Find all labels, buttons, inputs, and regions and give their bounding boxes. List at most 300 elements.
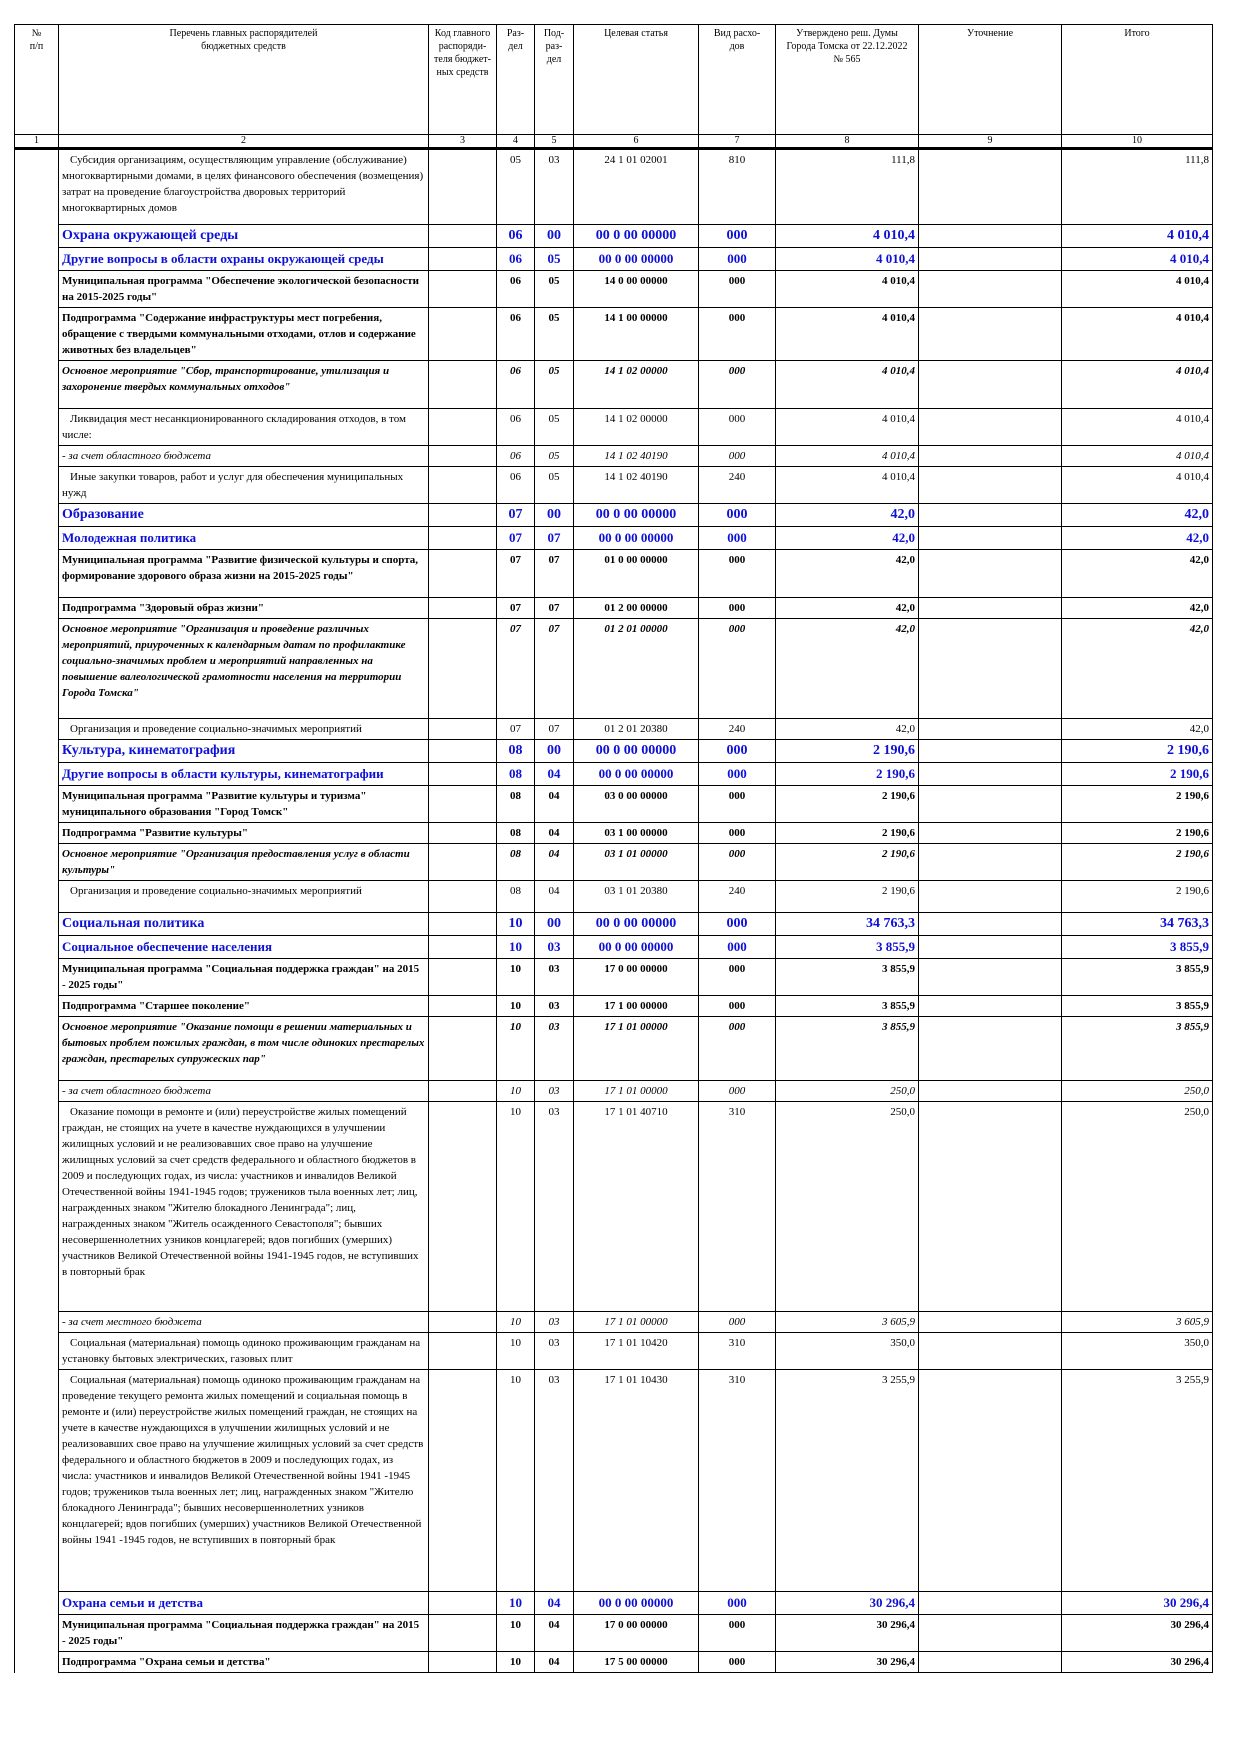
row-total-cell: 4 010,4 [1062,361,1213,409]
row-approved-cell: 350,0 [776,1333,919,1370]
row-podrazdel-cell: 03 [535,1333,574,1370]
row-expense-type-cell: 000 [699,619,776,719]
row-expense-type-cell: 000 [699,1312,776,1333]
row-target-article-cell: 00 0 00 00000 [574,248,699,271]
row-total-cell: 3 855,9 [1062,936,1213,959]
row-target-article-cell: 03 1 01 20380 [574,881,699,913]
row-expense-type-cell: 000 [699,409,776,446]
row-total-cell: 30 296,4 [1062,1615,1213,1652]
row-razdel-cell: 05 [497,149,535,225]
row-podrazdel-cell: 03 [535,1370,574,1592]
column-number-row [15,135,1213,149]
row-razdel-cell: 06 [497,225,535,248]
row-expense-type-cell: 310 [699,1370,776,1592]
row-number-cell [15,248,59,271]
row-change-cell [919,1102,1062,1312]
row-approved-cell: 3 855,9 [776,996,919,1017]
row-razdel-cell: 06 [497,467,535,504]
row-razdel-cell: 06 [497,271,535,308]
row-name-cell: Социальная (материальная) помощь одиноко проживающим гражданам на проведение текущего ремонта жилых помещений и социальная помощь в ремонте и (или) переустройстве жилых помещений граждан, не стоящих на учете в качестве нуждающихся в улучшении жилищных условий и не реализовавших свое право на улучшение жилищных условий за счет средств федерального и областного бюджетов в 2009 и последующих годах, из числа: участников и инвалидов Великой Отечественной войны 1941 -1945 годов; тружеников тыла военных лет; лиц, награжденных знаком "Жителю блокадного Ленинграда"; бывших несовершеннолетних узников концлагерей; вдов погибших (умерших) участников Великой Отечественной войны 1941 -1945 годов, не вступивших в повторный брак [59,1370,429,1592]
table-row [15,1017,1213,1081]
row-kod-cell [429,740,497,763]
table-row [15,1081,1213,1102]
row-number-cell [15,504,59,527]
row-kod-cell [429,936,497,959]
row-razdel-cell: 10 [497,936,535,959]
row-razdel-cell: 10 [497,1615,535,1652]
row-total-cell: 2 190,6 [1062,881,1213,913]
row-number-cell [15,1592,59,1615]
table-row [15,844,1213,881]
row-number-cell [15,1615,59,1652]
row-target-article-cell: 14 1 02 40190 [574,446,699,467]
row-approved-cell: 3 855,9 [776,1017,919,1081]
header-target-article: Целевая статья [574,25,699,135]
row-total-cell: 250,0 [1062,1081,1213,1102]
row-target-article-cell: 14 0 00 00000 [574,271,699,308]
row-name-cell: Подпрограмма "Старшее поколение" [59,996,429,1017]
row-name-cell: Социальное обеспечение населения [59,936,429,959]
row-podrazdel-cell: 03 [535,1081,574,1102]
table-row [15,786,1213,823]
row-total-cell: 42,0 [1062,619,1213,719]
row-number-cell [15,763,59,786]
row-expense-type-cell: 000 [699,1592,776,1615]
row-target-article-cell: 01 2 01 00000 [574,619,699,719]
row-expense-type-cell: 000 [699,1017,776,1081]
row-razdel-cell: 10 [497,1592,535,1615]
column-number: 9 [919,135,1062,149]
row-razdel-cell: 08 [497,823,535,844]
row-change-cell [919,619,1062,719]
row-name-cell: Субсидия организациям, осуществляющим управление (обслуживание) многоквартирными домами, в целях финансового обеспечения (возмещения) затрат на проведение благоустройства дворовых территорий многоквартирных домов [59,149,429,225]
row-total-cell: 30 296,4 [1062,1592,1213,1615]
row-approved-cell: 34 763,3 [776,913,919,936]
row-target-article-cell: 17 0 00 00000 [574,959,699,996]
row-number-cell [15,308,59,361]
row-approved-cell: 4 010,4 [776,248,919,271]
row-razdel-cell: 06 [497,248,535,271]
row-total-cell: 42,0 [1062,550,1213,598]
row-approved-cell: 42,0 [776,719,919,740]
table-row [15,225,1213,248]
row-change-cell [919,550,1062,598]
table-row [15,598,1213,619]
row-total-cell: 3 605,9 [1062,1312,1213,1333]
row-name-cell: Охрана семьи и детства [59,1592,429,1615]
header-podrazdel: Под- раз- дел [535,25,574,135]
header-razdel: Раз- дел [497,25,535,135]
row-approved-cell: 250,0 [776,1081,919,1102]
column-number: 4 [497,135,535,149]
row-kod-cell [429,619,497,719]
row-number-cell [15,1370,59,1592]
row-podrazdel-cell: 04 [535,1592,574,1615]
row-approved-cell: 42,0 [776,598,919,619]
row-total-cell: 42,0 [1062,527,1213,550]
row-change-cell [919,1615,1062,1652]
row-approved-cell: 2 190,6 [776,823,919,844]
table-row [15,504,1213,527]
row-total-cell: 4 010,4 [1062,271,1213,308]
row-number-cell [15,1312,59,1333]
row-number-cell [15,467,59,504]
row-change-cell [919,361,1062,409]
row-expense-type-cell: 000 [699,308,776,361]
table-row [15,361,1213,409]
row-approved-cell: 3 255,9 [776,1370,919,1592]
row-razdel-cell: 10 [497,996,535,1017]
row-change-cell [919,1370,1062,1592]
row-podrazdel-cell: 04 [535,823,574,844]
table-row [15,823,1213,844]
row-change-cell [919,786,1062,823]
row-target-article-cell: 00 0 00 00000 [574,527,699,550]
row-razdel-cell: 10 [497,1370,535,1592]
row-razdel-cell: 07 [497,598,535,619]
row-podrazdel-cell: 03 [535,959,574,996]
row-kod-cell [429,1615,497,1652]
row-target-article-cell: 00 0 00 00000 [574,740,699,763]
row-number-cell [15,996,59,1017]
row-expense-type-cell: 000 [699,225,776,248]
row-name-cell: Организация и проведение социально-значимых мероприятий [59,719,429,740]
row-number-cell [15,409,59,446]
row-change-cell [919,446,1062,467]
row-approved-cell: 4 010,4 [776,409,919,446]
row-name-cell: Основное мероприятие "Оказание помощи в решении материальных и бытовых проблем пожилых граждан, в том числе одиноких престарелых граждан, престарелых супружеских пар" [59,1017,429,1081]
table-row [15,149,1213,225]
table-row [15,467,1213,504]
row-podrazdel-cell: 04 [535,1652,574,1673]
row-name-cell: Муниципальная программа "Развитие культуры и туризма" муниципального образования "Город Томск" [59,786,429,823]
row-number-cell [15,149,59,225]
row-number-cell [15,1333,59,1370]
row-target-article-cell: 17 1 01 00000 [574,1312,699,1333]
row-razdel-cell: 06 [497,409,535,446]
row-number-cell [15,619,59,719]
row-change-cell [919,740,1062,763]
row-kod-cell [429,763,497,786]
row-total-cell: 4 010,4 [1062,467,1213,504]
column-number: 2 [59,135,429,149]
row-total-cell: 4 010,4 [1062,308,1213,361]
row-kod-cell [429,409,497,446]
row-number-cell [15,881,59,913]
row-target-article-cell: 17 1 00 00000 [574,996,699,1017]
row-podrazdel-cell: 03 [535,149,574,225]
row-approved-cell: 30 296,4 [776,1592,919,1615]
row-podrazdel-cell: 05 [535,271,574,308]
header-approved: Утверждено реш. Думы Города Томска от 22.12.2022 № 565 [776,25,919,135]
row-target-article-cell: 14 1 00 00000 [574,308,699,361]
row-total-cell: 4 010,4 [1062,248,1213,271]
row-total-cell: 34 763,3 [1062,913,1213,936]
row-razdel-cell: 07 [497,527,535,550]
row-kod-cell [429,1017,497,1081]
row-name-cell: Основное мероприятие "Организация предоставления услуг в области культуры" [59,844,429,881]
row-name-cell: Муниципальная программа "Социальная поддержка граждан" на 2015 - 2025 годы" [59,1615,429,1652]
row-podrazdel-cell: 04 [535,763,574,786]
row-target-article-cell: 17 1 01 10420 [574,1333,699,1370]
table-body [15,149,1213,1673]
column-number: 3 [429,135,497,149]
row-expense-type-cell: 240 [699,881,776,913]
row-change-cell [919,823,1062,844]
row-name-cell: Основное мероприятие "Сбор, транспортирование, утилизация и захоронение твердых коммунальных отходов" [59,361,429,409]
row-target-article-cell: 00 0 00 00000 [574,1592,699,1615]
row-kod-cell [429,361,497,409]
column-number: 7 [699,135,776,149]
table-row [15,881,1213,913]
table-row [15,1652,1213,1673]
row-total-cell: 42,0 [1062,504,1213,527]
table-row [15,740,1213,763]
row-name-cell: Подпрограмма "Развитие культуры" [59,823,429,844]
row-razdel-cell: 10 [497,1652,535,1673]
row-total-cell: 2 190,6 [1062,823,1213,844]
row-target-article-cell: 17 5 00 00000 [574,1652,699,1673]
row-change-cell [919,308,1062,361]
table-row [15,959,1213,996]
row-change-cell [919,1592,1062,1615]
row-podrazdel-cell: 00 [535,913,574,936]
row-total-cell: 4 010,4 [1062,446,1213,467]
row-approved-cell: 4 010,4 [776,225,919,248]
row-change-cell [919,225,1062,248]
row-podrazdel-cell: 07 [535,619,574,719]
row-podrazdel-cell: 03 [535,1017,574,1081]
row-target-article-cell: 01 2 00 00000 [574,598,699,619]
row-target-article-cell: 14 1 02 00000 [574,409,699,446]
table-row [15,913,1213,936]
row-number-cell [15,1017,59,1081]
row-podrazdel-cell: 00 [535,225,574,248]
row-podrazdel-cell: 05 [535,467,574,504]
header-change: Уточнение [919,25,1062,135]
table-row [15,550,1213,598]
row-expense-type-cell: 000 [699,248,776,271]
row-target-article-cell: 17 0 00 00000 [574,1615,699,1652]
row-number-cell [15,446,59,467]
row-razdel-cell: 07 [497,719,535,740]
row-number-cell [15,527,59,550]
row-total-cell: 3 855,9 [1062,996,1213,1017]
row-approved-cell: 30 296,4 [776,1615,919,1652]
row-change-cell [919,1652,1062,1673]
row-kod-cell [429,598,497,619]
table-row [15,1102,1213,1312]
row-expense-type-cell: 000 [699,913,776,936]
row-change-cell [919,719,1062,740]
row-approved-cell: 42,0 [776,550,919,598]
row-expense-type-cell: 310 [699,1102,776,1312]
row-name-cell: - за счет областного бюджета [59,1081,429,1102]
row-kod-cell [429,786,497,823]
row-approved-cell: 42,0 [776,619,919,719]
row-kod-cell [429,719,497,740]
row-change-cell [919,504,1062,527]
row-razdel-cell: 06 [497,361,535,409]
row-change-cell [919,1312,1062,1333]
row-change-cell [919,763,1062,786]
row-number-cell [15,1652,59,1673]
row-razdel-cell: 08 [497,786,535,823]
row-change-cell [919,598,1062,619]
row-change-cell [919,467,1062,504]
row-change-cell [919,881,1062,913]
table-row [15,763,1213,786]
budget-table-sheet [14,24,1213,1673]
row-total-cell: 42,0 [1062,598,1213,619]
row-change-cell [919,1333,1062,1370]
row-total-cell: 3 255,9 [1062,1370,1213,1592]
row-expense-type-cell: 000 [699,763,776,786]
row-razdel-cell: 07 [497,619,535,719]
table-row [15,1333,1213,1370]
row-name-cell: Охрана окружающей среды [59,225,429,248]
row-expense-type-cell: 000 [699,271,776,308]
row-expense-type-cell: 000 [699,1615,776,1652]
row-kod-cell [429,527,497,550]
row-approved-cell: 4 010,4 [776,446,919,467]
row-kod-cell [429,1312,497,1333]
row-podrazdel-cell: 05 [535,248,574,271]
row-expense-type-cell: 000 [699,598,776,619]
row-number-cell [15,1102,59,1312]
row-change-cell [919,913,1062,936]
table-row [15,1615,1213,1652]
row-expense-type-cell: 000 [699,550,776,598]
row-expense-type-cell: 000 [699,959,776,996]
row-number-cell [15,1081,59,1102]
row-kod-cell [429,550,497,598]
column-number: 1 [15,135,59,149]
row-target-article-cell: 00 0 00 00000 [574,504,699,527]
header-number: № п/п [15,25,59,135]
row-target-article-cell: 03 1 01 00000 [574,844,699,881]
row-approved-cell: 4 010,4 [776,271,919,308]
row-approved-cell: 4 010,4 [776,361,919,409]
row-kod-cell [429,1333,497,1370]
row-name-cell: Социальная политика [59,913,429,936]
row-number-cell [15,786,59,823]
row-podrazdel-cell: 03 [535,936,574,959]
row-kod-cell [429,1370,497,1592]
row-change-cell [919,271,1062,308]
header-total: Итого [1062,25,1213,135]
row-podrazdel-cell: 00 [535,740,574,763]
row-expense-type-cell: 000 [699,361,776,409]
row-target-article-cell: 01 0 00 00000 [574,550,699,598]
row-number-cell [15,719,59,740]
row-podrazdel-cell: 05 [535,361,574,409]
row-name-cell: Иные закупки товаров, работ и услуг для обеспечения муниципальных нужд [59,467,429,504]
row-number-cell [15,361,59,409]
row-total-cell: 3 855,9 [1062,1017,1213,1081]
row-approved-cell: 30 296,4 [776,1652,919,1673]
header-row [15,25,1213,135]
row-kod-cell [429,308,497,361]
row-kod-cell [429,913,497,936]
row-target-article-cell: 00 0 00 00000 [574,225,699,248]
row-approved-cell: 250,0 [776,1102,919,1312]
row-expense-type-cell: 000 [699,740,776,763]
row-kod-cell [429,504,497,527]
row-total-cell: 111,8 [1062,149,1213,225]
row-expense-type-cell: 000 [699,936,776,959]
row-kod-cell [429,959,497,996]
row-podrazdel-cell: 03 [535,996,574,1017]
table-row [15,1370,1213,1592]
row-razdel-cell: 07 [497,504,535,527]
row-kod-cell [429,1081,497,1102]
row-razdel-cell: 10 [497,959,535,996]
row-podrazdel-cell: 04 [535,844,574,881]
row-change-cell [919,936,1062,959]
column-number: 10 [1062,135,1213,149]
row-number-cell [15,913,59,936]
row-number-cell [15,598,59,619]
row-expense-type-cell: 000 [699,786,776,823]
row-kod-cell [429,823,497,844]
row-name-cell: Основное мероприятие "Организация и проведение различных мероприятий, приуроченных к календарным датам по профилактике социально-значимых проблем и мероприятий направленных на повышение валеологической грамотности населения на территории Города Томска" [59,619,429,719]
row-target-article-cell: 00 0 00 00000 [574,763,699,786]
row-approved-cell: 3 855,9 [776,959,919,996]
row-total-cell: 2 190,6 [1062,786,1213,823]
table-row [15,1312,1213,1333]
column-number: 6 [574,135,699,149]
row-number-cell [15,271,59,308]
row-target-article-cell: 14 1 02 00000 [574,361,699,409]
row-target-article-cell: 17 1 01 00000 [574,1017,699,1081]
row-razdel-cell: 08 [497,844,535,881]
table-row [15,619,1213,719]
row-name-cell: Молодежная политика [59,527,429,550]
row-name-cell: Подпрограмма "Здоровый образ жизни" [59,598,429,619]
row-podrazdel-cell: 05 [535,308,574,361]
row-razdel-cell: 10 [497,913,535,936]
row-name-cell: Другие вопросы в области культуры, кинематографии [59,763,429,786]
row-number-cell [15,823,59,844]
row-number-cell [15,740,59,763]
table-row [15,446,1213,467]
row-expense-type-cell: 000 [699,446,776,467]
row-razdel-cell: 07 [497,550,535,598]
row-approved-cell: 42,0 [776,504,919,527]
row-podrazdel-cell: 05 [535,409,574,446]
row-number-cell [15,225,59,248]
row-name-cell: Подпрограмма "Содержание инфраструктуры мест погребения, обращение с твердыми коммунальными отходами, отлов и содержание животных без владельцев" [59,308,429,361]
row-kod-cell [429,996,497,1017]
row-change-cell [919,409,1062,446]
row-change-cell [919,844,1062,881]
row-change-cell [919,149,1062,225]
row-change-cell [919,527,1062,550]
row-approved-cell: 2 190,6 [776,740,919,763]
row-approved-cell: 3 855,9 [776,936,919,959]
row-approved-cell: 2 190,6 [776,786,919,823]
row-target-article-cell: 00 0 00 00000 [574,936,699,959]
column-number: 8 [776,135,919,149]
row-kod-cell [429,467,497,504]
table-row [15,1592,1213,1615]
row-expense-type-cell: 000 [699,504,776,527]
row-podrazdel-cell: 04 [535,881,574,913]
row-target-article-cell: 03 0 00 00000 [574,786,699,823]
row-total-cell: 4 010,4 [1062,409,1213,446]
row-expense-type-cell: 310 [699,1333,776,1370]
